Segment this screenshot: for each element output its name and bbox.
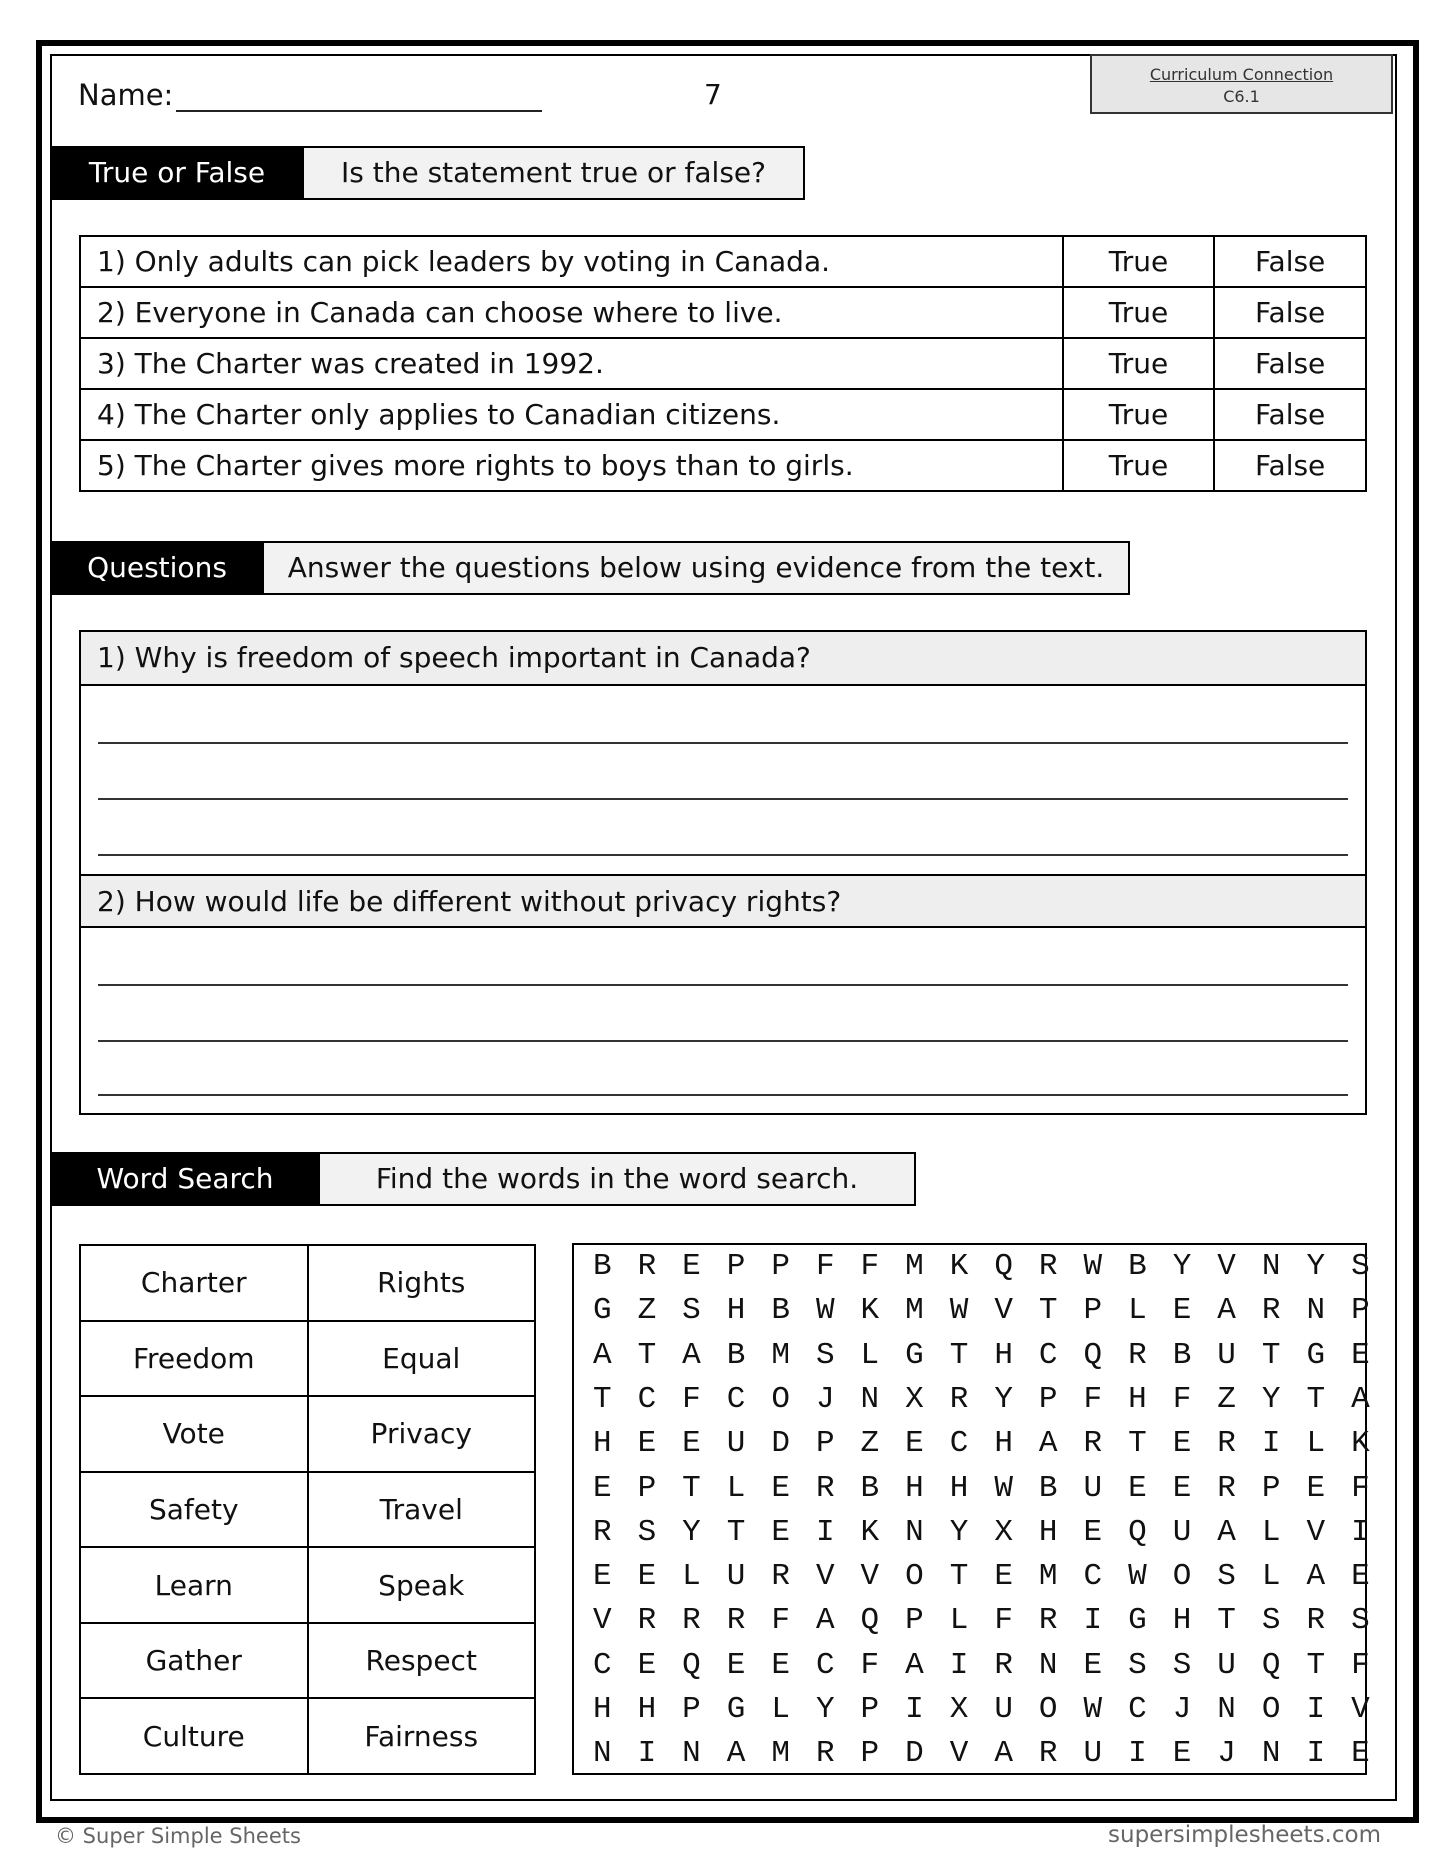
word-list-row bbox=[80, 1698, 535, 1774]
word-search-letter[interactable]: K bbox=[860, 1514, 880, 1550]
word-search-letter[interactable]: W bbox=[994, 1470, 1013, 1506]
word-search-letter[interactable]: I bbox=[1351, 1514, 1370, 1550]
curriculum-connection-box bbox=[1090, 54, 1393, 114]
word-search-letter[interactable]: L bbox=[1128, 1293, 1147, 1329]
word-list-row bbox=[80, 1321, 535, 1397]
word-search-letter[interactable]: B bbox=[860, 1470, 880, 1506]
word-search-letter[interactable]: I bbox=[1083, 1603, 1103, 1639]
false-option[interactable]: False bbox=[1214, 440, 1366, 491]
word-search-letter[interactable]: E bbox=[1172, 1470, 1192, 1506]
word-search-letter[interactable]: F bbox=[1083, 1381, 1103, 1417]
word-search-letter[interactable]: W bbox=[949, 1293, 969, 1329]
word-search-letter[interactable]: E bbox=[1128, 1470, 1147, 1506]
answer-line[interactable] bbox=[98, 798, 1348, 800]
curriculum-connection-code: C6.1 bbox=[1223, 87, 1260, 106]
word-search-letter[interactable]: T bbox=[1038, 1293, 1058, 1329]
false-option[interactable]: False bbox=[1214, 287, 1366, 338]
word-search-letter[interactable]: R bbox=[815, 1470, 835, 1506]
word-search-letter[interactable]: P bbox=[905, 1603, 924, 1639]
word-search-letter[interactable]: R bbox=[682, 1603, 701, 1639]
word-search-letter[interactable]: H bbox=[905, 1470, 924, 1506]
word-search-letter[interactable]: H bbox=[726, 1293, 746, 1329]
false-option[interactable]: False bbox=[1214, 236, 1366, 287]
word-search-letter[interactable]: G bbox=[905, 1337, 924, 1373]
word-search-letter[interactable]: R bbox=[592, 1514, 612, 1550]
word-search-letter[interactable]: C bbox=[726, 1381, 746, 1417]
word-search-letter[interactable]: L bbox=[771, 1692, 790, 1727]
page-number: 7 bbox=[704, 78, 722, 111]
word-search-letter[interactable]: T bbox=[592, 1381, 612, 1417]
word-search-letter[interactable]: Q bbox=[994, 1249, 1013, 1284]
word-search-letter[interactable]: H bbox=[994, 1426, 1013, 1462]
word-search-letter[interactable]: O bbox=[771, 1381, 790, 1417]
word-search-letter[interactable]: R bbox=[1217, 1470, 1236, 1506]
word-search-letter[interactable]: R bbox=[1261, 1293, 1281, 1329]
word-search-letter[interactable]: N bbox=[860, 1381, 880, 1417]
word-list-table bbox=[79, 1244, 536, 1775]
word-search-letter[interactable]: E bbox=[1172, 1426, 1192, 1462]
footer-copyright: © Super Simple Sheets bbox=[55, 1824, 301, 1848]
word-search-letter[interactable]: E bbox=[1351, 1337, 1370, 1373]
answer-line[interactable] bbox=[98, 1094, 1348, 1096]
word-list-item: Privacy bbox=[308, 1396, 536, 1472]
word-search-letter[interactable]: T bbox=[726, 1514, 746, 1550]
word-search-letter[interactable]: K bbox=[1351, 1426, 1370, 1462]
word-search-letter[interactable]: L bbox=[1261, 1514, 1281, 1550]
word-search-letter[interactable]: P bbox=[860, 1736, 880, 1772]
name-field[interactable] bbox=[176, 110, 542, 112]
word-search-letter[interactable]: L bbox=[949, 1603, 969, 1639]
word-search-grid[interactable] bbox=[572, 1243, 1370, 1775]
word-search-letter[interactable]: P bbox=[726, 1249, 746, 1284]
word-search-letter[interactable]: A bbox=[815, 1603, 835, 1639]
word-search-section-label: Word Search bbox=[52, 1152, 318, 1206]
word-search-letter[interactable]: H bbox=[637, 1692, 657, 1727]
true-false-row bbox=[80, 440, 1366, 491]
true-option[interactable]: True bbox=[1063, 389, 1215, 440]
word-list-item: Equal bbox=[308, 1321, 536, 1397]
word-search-letter[interactable]: U bbox=[1217, 1647, 1236, 1683]
word-search-letter[interactable]: S bbox=[1351, 1603, 1370, 1639]
true-option[interactable]: True bbox=[1063, 338, 1215, 389]
answer-line[interactable] bbox=[98, 742, 1348, 744]
word-search-letter[interactable]: T bbox=[1261, 1337, 1281, 1373]
word-search-letter[interactable]: C bbox=[637, 1381, 657, 1417]
word-search-letter[interactable]: F bbox=[860, 1249, 880, 1284]
word-search-letter[interactable]: A bbox=[1217, 1293, 1236, 1329]
word-list-row bbox=[80, 1472, 535, 1548]
word-search-letter[interactable]: P bbox=[1038, 1381, 1058, 1417]
word-search-letter[interactable]: P bbox=[771, 1249, 790, 1284]
word-search-letter[interactable]: O bbox=[1172, 1559, 1192, 1595]
word-search-row bbox=[580, 1603, 1383, 1638]
word-search-letter[interactable]: Q bbox=[1083, 1337, 1103, 1373]
word-search-letter[interactable]: N bbox=[592, 1736, 612, 1772]
word-search-row bbox=[580, 1559, 1383, 1594]
word-search-row bbox=[580, 1249, 1383, 1284]
word-search-row bbox=[580, 1692, 1383, 1727]
word-search-letter[interactable]: S bbox=[637, 1514, 657, 1550]
word-search-letter[interactable]: E bbox=[592, 1470, 612, 1506]
word-list-item: Culture bbox=[80, 1698, 308, 1774]
word-search-letter[interactable]: R bbox=[949, 1381, 969, 1417]
word-search-letter[interactable]: F bbox=[771, 1603, 790, 1639]
word-search-letter[interactable]: R bbox=[1038, 1249, 1058, 1284]
word-search-letter[interactable]: R bbox=[637, 1249, 657, 1284]
word-search-letter[interactable]: S bbox=[682, 1293, 701, 1329]
word-search-letter[interactable]: O bbox=[1038, 1692, 1058, 1727]
statement-text: 3) The Charter was created in 1992. bbox=[80, 338, 1063, 389]
word-search-letter[interactable]: V bbox=[949, 1736, 969, 1772]
word-search-letter[interactable]: S bbox=[1172, 1647, 1192, 1683]
word-search-letter[interactable]: A bbox=[1351, 1381, 1370, 1417]
word-search-letter[interactable]: F bbox=[860, 1647, 880, 1683]
word-search-letter[interactable]: O bbox=[1261, 1692, 1281, 1727]
word-search-letter[interactable]: P bbox=[637, 1470, 657, 1506]
word-search-letter[interactable]: Z bbox=[860, 1426, 880, 1462]
word-search-letter[interactable]: R bbox=[1083, 1426, 1103, 1462]
word-search-letter[interactable]: A bbox=[1038, 1426, 1058, 1462]
word-search-letter[interactable]: E bbox=[637, 1647, 657, 1683]
word-list-item: Travel bbox=[308, 1472, 536, 1548]
word-list-item: Freedom bbox=[80, 1321, 308, 1397]
word-list-item: Rights bbox=[308, 1245, 536, 1321]
word-search-letter[interactable]: T bbox=[1306, 1381, 1326, 1417]
word-search-letter[interactable]: F bbox=[994, 1603, 1013, 1639]
word-search-letter[interactable]: L bbox=[682, 1559, 701, 1595]
word-search-letter[interactable]: U bbox=[994, 1692, 1013, 1727]
word-search-letter[interactable]: P bbox=[815, 1426, 835, 1462]
word-search-letter[interactable]: T bbox=[949, 1559, 969, 1595]
word-search-letter[interactable]: C bbox=[1038, 1337, 1058, 1373]
word-search-letter[interactable]: T bbox=[1306, 1647, 1326, 1683]
word-list-item: Speak bbox=[308, 1547, 536, 1623]
word-search-letter[interactable]: N bbox=[1306, 1293, 1326, 1329]
questions-box bbox=[79, 630, 1367, 1115]
false-option[interactable]: False bbox=[1214, 338, 1366, 389]
word-search-letter[interactable]: F bbox=[815, 1249, 835, 1284]
word-search-letter[interactable]: I bbox=[1306, 1692, 1326, 1727]
word-search-letter[interactable]: V bbox=[860, 1559, 880, 1595]
word-search-letter[interactable]: G bbox=[1128, 1603, 1147, 1639]
word-search-letter[interactable]: H bbox=[1128, 1381, 1147, 1417]
word-search-row bbox=[580, 1471, 1383, 1506]
word-search-letter[interactable]: U bbox=[1172, 1514, 1192, 1550]
word-search-letter[interactable]: C bbox=[949, 1426, 969, 1462]
word-search-letter[interactable]: B bbox=[771, 1293, 790, 1329]
word-search-letter[interactable]: R bbox=[1306, 1603, 1326, 1639]
word-search-letter[interactable]: Q bbox=[1128, 1514, 1147, 1550]
word-search-letter[interactable]: J bbox=[815, 1381, 835, 1417]
questions-instruction: Answer the questions below using evidence from the text. bbox=[262, 541, 1130, 595]
word-search-letter[interactable]: H bbox=[1172, 1603, 1192, 1639]
word-search-letter[interactable]: U bbox=[1217, 1337, 1236, 1373]
word-search-letter[interactable]: M bbox=[905, 1293, 924, 1329]
word-search-letter[interactable]: B bbox=[1128, 1249, 1147, 1284]
word-search-letter[interactable]: T bbox=[1217, 1603, 1236, 1639]
word-search-letter[interactable]: E bbox=[637, 1559, 657, 1595]
true-false-row bbox=[80, 287, 1366, 338]
word-search-letter[interactable]: I bbox=[1306, 1736, 1326, 1772]
true-false-row bbox=[80, 389, 1366, 440]
word-search-letter[interactable]: R bbox=[815, 1736, 835, 1772]
statement-text: 2) Everyone in Canada can choose where to live. bbox=[80, 287, 1063, 338]
word-search-letter[interactable]: N bbox=[1038, 1647, 1058, 1683]
word-search-row bbox=[580, 1515, 1383, 1550]
word-search-letter[interactable]: R bbox=[637, 1603, 657, 1639]
word-search-letter[interactable]: P bbox=[1083, 1293, 1103, 1329]
word-search-letter[interactable]: R bbox=[1217, 1426, 1236, 1462]
word-search-letter[interactable]: Y bbox=[815, 1692, 835, 1727]
word-search-letter[interactable]: P bbox=[682, 1692, 701, 1727]
word-search-letter[interactable]: F bbox=[1351, 1647, 1370, 1683]
word-search-letter[interactable]: G bbox=[726, 1692, 746, 1727]
word-search-letter[interactable]: C bbox=[1083, 1559, 1103, 1595]
word-search-row bbox=[580, 1338, 1383, 1373]
word-search-letter[interactable]: L bbox=[726, 1470, 746, 1506]
word-search-letter[interactable]: X bbox=[994, 1514, 1013, 1550]
word-search-letter[interactable]: E bbox=[637, 1426, 657, 1462]
word-search-letter[interactable]: V bbox=[994, 1293, 1013, 1329]
word-search-letter[interactable]: F bbox=[1351, 1470, 1370, 1506]
word-search-letter[interactable]: B bbox=[1172, 1337, 1192, 1373]
word-search-letter[interactable]: W bbox=[1083, 1692, 1103, 1727]
word-search-letter[interactable]: J bbox=[1217, 1736, 1236, 1772]
word-search-letter[interactable]: N bbox=[682, 1736, 701, 1772]
word-search-letter[interactable]: T bbox=[637, 1337, 657, 1373]
word-search-letter[interactable]: C bbox=[815, 1647, 835, 1683]
word-search-letter[interactable]: C bbox=[1128, 1692, 1147, 1727]
word-search-letter[interactable]: V bbox=[815, 1559, 835, 1595]
word-search-letter[interactable]: N bbox=[1261, 1249, 1281, 1284]
word-search-letter[interactable]: R bbox=[726, 1603, 746, 1639]
word-search-letter[interactable]: D bbox=[905, 1736, 924, 1772]
word-search-letter[interactable]: U bbox=[1083, 1470, 1103, 1506]
word-search-row bbox=[580, 1648, 1383, 1683]
word-search-letter[interactable]: Y bbox=[1172, 1249, 1192, 1284]
word-search-letter[interactable]: V bbox=[1351, 1692, 1370, 1727]
word-search-letter[interactable]: F bbox=[682, 1381, 701, 1417]
word-search-letter[interactable]: S bbox=[1351, 1249, 1370, 1284]
word-search-letter[interactable]: M bbox=[771, 1736, 790, 1772]
word-search-letter[interactable]: I bbox=[949, 1647, 969, 1683]
word-search-letter[interactable]: V bbox=[592, 1603, 612, 1639]
word-search-letter[interactable]: A bbox=[905, 1647, 924, 1683]
word-search-letter[interactable]: Q bbox=[1261, 1647, 1281, 1683]
word-search-letter[interactable]: K bbox=[860, 1293, 880, 1329]
word-search-letter[interactable]: T bbox=[682, 1470, 701, 1506]
word-search-letter[interactable]: R bbox=[994, 1647, 1013, 1683]
word-search-letter[interactable]: E bbox=[726, 1647, 746, 1683]
answer-line[interactable] bbox=[98, 854, 1348, 856]
word-search-letter[interactable]: S bbox=[815, 1337, 835, 1373]
word-search-letter[interactable]: E bbox=[905, 1426, 924, 1462]
true-option[interactable]: True bbox=[1063, 236, 1215, 287]
word-list-row bbox=[80, 1245, 535, 1321]
word-search-letter[interactable]: I bbox=[637, 1736, 657, 1772]
footer-website: supersimplesheets.com bbox=[1108, 1822, 1381, 1848]
word-search-letter[interactable]: M bbox=[1038, 1559, 1058, 1595]
word-search-letter[interactable]: P bbox=[1351, 1293, 1370, 1329]
word-list-item: Charter bbox=[80, 1245, 308, 1321]
word-search-letter[interactable]: I bbox=[905, 1692, 924, 1727]
word-search-letter[interactable]: E bbox=[682, 1426, 701, 1462]
word-list-row bbox=[80, 1396, 535, 1472]
true-false-row bbox=[80, 338, 1366, 389]
word-search-letter[interactable]: I bbox=[1128, 1736, 1147, 1772]
statement-text: 1) Only adults can pick leaders by voting in Canada. bbox=[80, 236, 1063, 287]
word-search-letter[interactable]: M bbox=[771, 1337, 790, 1373]
word-search-letter[interactable]: H bbox=[592, 1426, 612, 1462]
word-search-letter[interactable]: B bbox=[726, 1337, 746, 1373]
word-search-letter[interactable]: X bbox=[905, 1381, 924, 1417]
word-search-letter[interactable]: M bbox=[905, 1249, 924, 1284]
word-list-item: Safety bbox=[80, 1472, 308, 1548]
word-search-letter[interactable]: L bbox=[860, 1337, 880, 1373]
word-search-letter[interactable]: A bbox=[726, 1736, 746, 1772]
word-search-letter[interactable]: E bbox=[1172, 1293, 1192, 1329]
word-list-item: Respect bbox=[308, 1623, 536, 1699]
word-search-letter[interactable]: N bbox=[1217, 1692, 1236, 1727]
word-search-row bbox=[580, 1293, 1383, 1328]
statement-text: 4) The Charter only applies to Canadian citizens. bbox=[80, 389, 1063, 440]
question-1: 1) Why is freedom of speech important in Canada? bbox=[81, 632, 1365, 686]
word-search-letter[interactable]: P bbox=[1261, 1470, 1281, 1506]
word-search-letter[interactable]: Z bbox=[1217, 1381, 1236, 1417]
word-search-letter[interactable]: Q bbox=[860, 1603, 880, 1639]
word-search-letter[interactable]: E bbox=[771, 1647, 790, 1683]
word-search-letter[interactable]: O bbox=[905, 1559, 924, 1595]
word-search-letter[interactable]: R bbox=[1128, 1337, 1147, 1373]
word-search-letter[interactable]: A bbox=[1306, 1559, 1326, 1595]
word-list-item: Fairness bbox=[308, 1698, 536, 1774]
word-search-letter[interactable]: E bbox=[771, 1470, 790, 1506]
word-search-letter[interactable]: E bbox=[1306, 1470, 1326, 1506]
word-list-item: Gather bbox=[80, 1623, 308, 1699]
word-search-letter[interactable]: H bbox=[994, 1337, 1013, 1373]
word-search-letter[interactable]: E bbox=[771, 1514, 790, 1550]
word-search-letter[interactable]: F bbox=[1172, 1381, 1192, 1417]
word-search-letter[interactable]: A bbox=[682, 1337, 701, 1373]
word-search-letter[interactable]: N bbox=[905, 1514, 924, 1550]
word-search-letter[interactable]: L bbox=[1306, 1426, 1326, 1462]
word-search-letter[interactable]: R bbox=[1038, 1603, 1058, 1639]
question-2: 2) How would life be different without privacy rights? bbox=[81, 874, 1365, 928]
word-search-letter[interactable]: S bbox=[1128, 1647, 1147, 1683]
word-search-letter[interactable]: B bbox=[592, 1249, 612, 1284]
word-search-letter[interactable]: E bbox=[1351, 1736, 1370, 1772]
word-search-letter[interactable]: Y bbox=[994, 1381, 1013, 1417]
word-search-letter[interactable]: H bbox=[1038, 1514, 1058, 1550]
word-search-row bbox=[580, 1426, 1383, 1461]
word-search-letter[interactable]: N bbox=[1261, 1736, 1281, 1772]
statement-text: 5) The Charter gives more rights to boys than to girls. bbox=[80, 440, 1063, 491]
word-search-letter[interactable]: A bbox=[592, 1337, 612, 1373]
word-search-letter[interactable]: D bbox=[771, 1426, 790, 1462]
word-search-letter[interactable]: G bbox=[592, 1293, 612, 1329]
word-search-letter[interactable]: S bbox=[1261, 1603, 1281, 1639]
word-search-letter[interactable]: A bbox=[1217, 1514, 1236, 1550]
word-search-letter[interactable]: H bbox=[949, 1470, 969, 1506]
word-list-item: Vote bbox=[80, 1396, 308, 1472]
word-search-letter[interactable]: Q bbox=[682, 1647, 701, 1683]
true-false-instruction: Is the statement true or false? bbox=[302, 146, 805, 200]
word-search-letter[interactable]: J bbox=[1172, 1692, 1192, 1727]
word-search-letter[interactable]: A bbox=[994, 1736, 1013, 1772]
word-search-letter[interactable]: I bbox=[815, 1514, 835, 1550]
word-search-letter[interactable]: H bbox=[592, 1692, 612, 1727]
word-search-letter[interactable]: E bbox=[592, 1559, 612, 1595]
word-search-letter[interactable]: W bbox=[1083, 1249, 1103, 1284]
word-search-letter[interactable]: P bbox=[860, 1692, 880, 1727]
true-false-table bbox=[79, 235, 1367, 492]
word-search-letter[interactable]: V bbox=[1217, 1249, 1236, 1284]
word-search-letter[interactable]: T bbox=[1128, 1426, 1147, 1462]
word-search-letter[interactable]: E bbox=[1083, 1514, 1103, 1550]
word-search-letter[interactable]: U bbox=[1083, 1736, 1103, 1772]
word-search-letter[interactable]: T bbox=[949, 1337, 969, 1373]
false-option[interactable]: False bbox=[1214, 389, 1366, 440]
true-false-section-label: True or False bbox=[52, 146, 302, 200]
word-search-letter[interactable]: E bbox=[1083, 1647, 1103, 1683]
word-search-letter[interactable]: V bbox=[1306, 1514, 1326, 1550]
word-search-letter[interactable]: U bbox=[726, 1426, 746, 1462]
word-search-letter[interactable]: W bbox=[815, 1293, 835, 1329]
answer-line[interactable] bbox=[98, 1040, 1348, 1042]
true-false-row bbox=[80, 236, 1366, 287]
word-search-letter[interactable]: G bbox=[1306, 1337, 1326, 1373]
word-search-letter[interactable]: C bbox=[592, 1647, 612, 1683]
word-search-letter[interactable]: R bbox=[1038, 1736, 1058, 1772]
curriculum-connection-title: Curriculum Connection bbox=[1149, 65, 1334, 84]
word-search-letter[interactable]: W bbox=[1128, 1559, 1147, 1595]
word-search-letter[interactable]: X bbox=[949, 1692, 969, 1727]
word-search-letter[interactable]: Y bbox=[682, 1514, 701, 1550]
word-search-letter[interactable]: E bbox=[682, 1249, 701, 1284]
word-search-row bbox=[580, 1382, 1383, 1417]
word-search-letter[interactable]: E bbox=[994, 1559, 1013, 1595]
name-label: Name: bbox=[78, 78, 174, 112]
questions-section-label: Questions bbox=[52, 541, 262, 595]
word-list-row bbox=[80, 1623, 535, 1699]
word-search-letter[interactable]: Y bbox=[1306, 1249, 1326, 1284]
word-search-letter[interactable]: E bbox=[1351, 1559, 1370, 1595]
answer-line[interactable] bbox=[98, 984, 1348, 986]
word-search-letter[interactable]: S bbox=[1217, 1559, 1236, 1595]
word-search-letter[interactable]: K bbox=[949, 1249, 969, 1284]
true-option[interactable]: True bbox=[1063, 287, 1215, 338]
word-search-letter[interactable]: B bbox=[1038, 1470, 1058, 1506]
word-search-letter[interactable]: Y bbox=[1261, 1381, 1281, 1417]
word-search-letter[interactable]: L bbox=[1261, 1559, 1281, 1595]
word-search-letter[interactable]: U bbox=[726, 1559, 746, 1595]
word-search-letter[interactable]: I bbox=[1261, 1426, 1281, 1462]
word-list-row bbox=[80, 1547, 535, 1623]
word-search-letter[interactable]: E bbox=[1172, 1736, 1192, 1772]
word-search-letter[interactable]: R bbox=[771, 1559, 790, 1595]
word-search-letter[interactable]: Y bbox=[949, 1514, 969, 1550]
true-option[interactable]: True bbox=[1063, 440, 1215, 491]
word-list-item: Learn bbox=[80, 1547, 308, 1623]
word-search-letter[interactable]: Z bbox=[637, 1293, 657, 1329]
word-search-instruction: Find the words in the word search. bbox=[318, 1152, 916, 1206]
word-search-row bbox=[580, 1736, 1383, 1771]
